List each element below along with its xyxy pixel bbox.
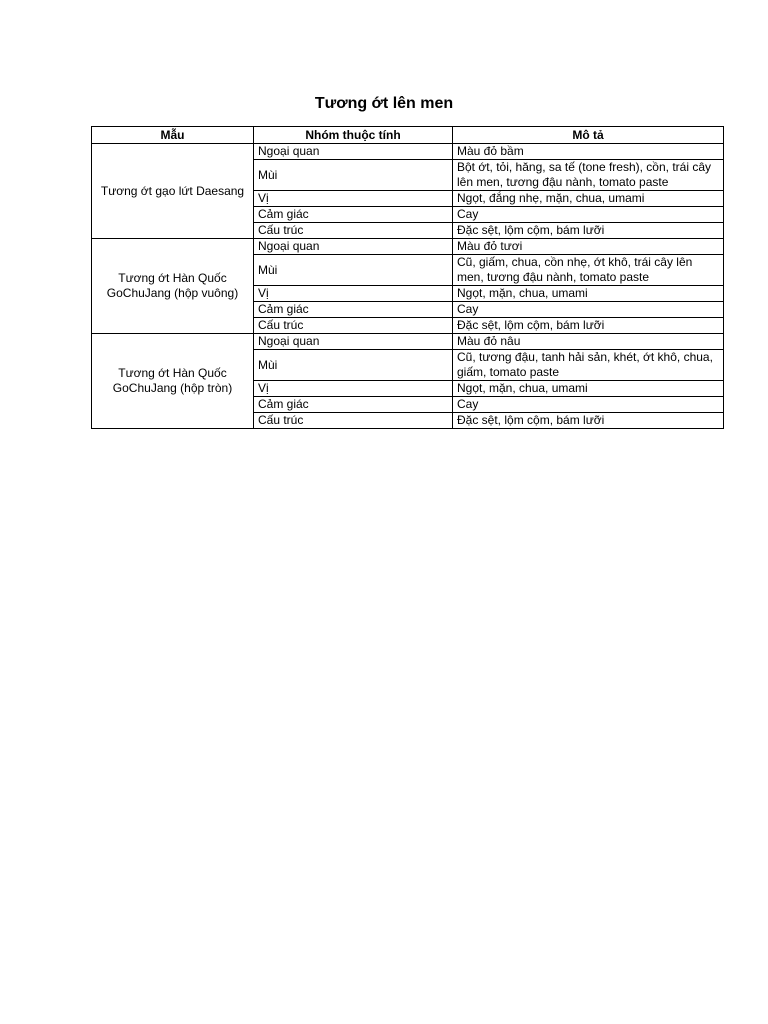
attribute-cell: Vị [254,286,453,302]
attribute-cell: Vị [254,191,453,207]
description-cell: Đặc sệt, lộm cộm, bám lưỡi [453,413,724,429]
description-cell: Cũ, giấm, chua, cồn nhẹ, ớt khô, trái cây lên men, tương đậu nành, tomato paste [453,255,724,286]
attribute-cell: Mùi [254,160,453,191]
attribute-cell: Cảm giác [254,207,453,223]
description-cell: Cũ, tương đậu, tanh hải sản, khét, ớt khô, chua, giấm, tomato paste [453,350,724,381]
description-cell: Cay [453,207,724,223]
attribute-cell: Vị [254,381,453,397]
description-cell: Ngọt, đắng nhẹ, mặn, chua, umami [453,191,724,207]
header-description: Mô tả [453,127,724,144]
attribute-cell: Cấu trúc [254,318,453,334]
page-title: Tương ớt lên men [314,95,454,112]
header-sample: Mẫu [92,127,254,144]
attribute-cell: Ngoại quan [254,239,453,255]
description-cell: Bột ớt, tỏi, hăng, sa tế (tone fresh), cồn, trái cây lên men, tương đậu nành, tomato paste [453,160,724,191]
description-cell: Ngọt, mặn, chua, umami [453,286,724,302]
attribute-cell: Mùi [254,350,453,381]
attribute-cell: Mùi [254,255,453,286]
attribute-table [91,126,724,429]
description-cell: Cay [453,397,724,413]
description-cell: Đặc sệt, lộm cộm, bám lưỡi [453,318,724,334]
sample-name: Tương ớt Hàn Quốc GoChuJang (hộp vuông) [92,239,254,334]
description-cell: Màu đỏ nâu [453,334,724,350]
header-attribute-group: Nhóm thuộc tính [254,127,453,144]
sample-name: Tương ớt gạo lứt Daesang [92,144,254,239]
attribute-cell: Cảm giác [254,397,453,413]
attribute-cell: Cấu trúc [254,223,453,239]
description-cell: Đặc sệt, lộm cộm, bám lưỡi [453,223,724,239]
sample-name: Tương ớt Hàn Quốc GoChuJang (hộp tròn) [92,334,254,429]
table-header-row [92,127,724,144]
description-cell: Ngọt, mặn, chua, umami [453,381,724,397]
attribute-cell: Ngoại quan [254,334,453,350]
description-cell: Màu đỏ tươi [453,239,724,255]
attribute-cell: Cấu trúc [254,413,453,429]
table-row [92,239,724,255]
attribute-cell: Ngoại quan [254,144,453,160]
table-row [92,334,724,350]
attribute-cell: Cảm giác [254,302,453,318]
description-cell: Màu đỏ bầm [453,144,724,160]
table-row [92,144,724,160]
description-cell: Cay [453,302,724,318]
